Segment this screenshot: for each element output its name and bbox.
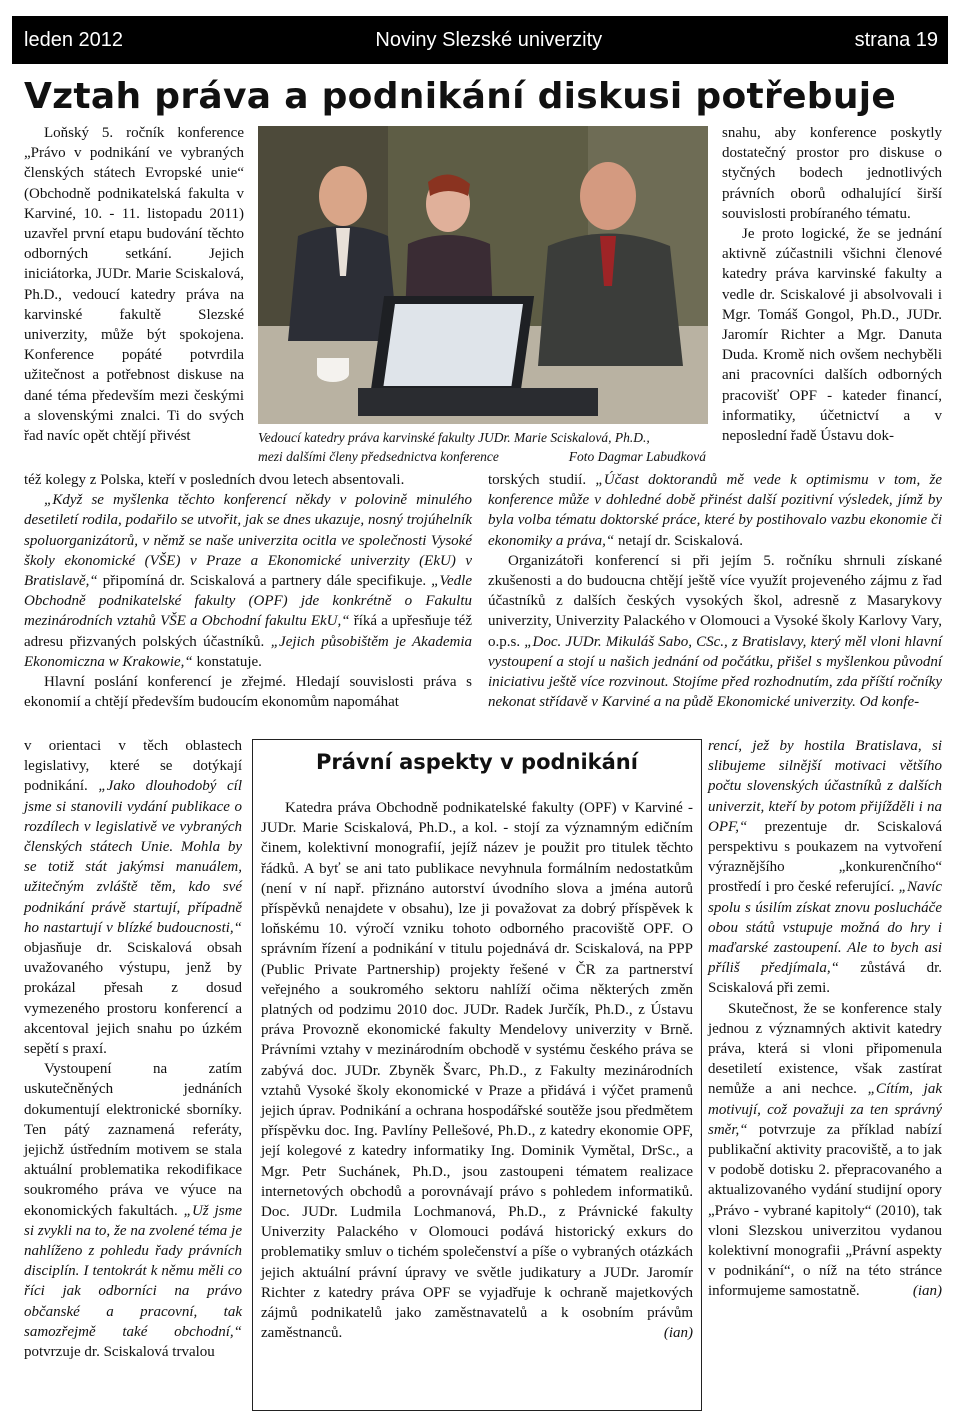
- text: torských studií.: [488, 472, 596, 488]
- column-right-bottom: [708, 736, 942, 1302]
- text: říká a upřesňuje též adresu přizvaných polských účastníků.: [24, 613, 472, 650]
- text: potvrzuje dr. Sciskalová trvalou: [24, 1344, 215, 1361]
- caption-line-2: mezi dalšími členy předsednictva konference: [258, 449, 499, 464]
- column-right-top: [722, 123, 942, 446]
- text: Skutečnost, že se konference staly jednou z významných aktivit katedry práva, která si vloni připomenula desetiletí existence, však zastírat nemůže a ani nechce.: [708, 1000, 942, 1098]
- right-bottom-paragraph-1: [708, 736, 942, 999]
- quote: „Když se myšlenka těchto konferencí někdy v polovině minulého desetiletí rodila, podařilo se utvořit, jak se dnes ukazuje, nosný trojúhelník spoluorganizátorů, v němž se naše univerzita ocitla ve společnosti Vysoké školy ekonomické (VŠE) v Praze a Ekonomické univerzity (EkU) v Bratislavě,“: [24, 492, 472, 590]
- column-left-bottom: [24, 736, 242, 1362]
- mid-paragraph-3: Hlavní poslání konferencí je zřejmé. Hledají souvislosti práva s ekonomií a chtějí především budoucím ekonomům napomáhat: [24, 674, 472, 711]
- article-headline: Vztah práva a podnikání diskusi potřebuje: [24, 76, 897, 117]
- quote: „Navíc spolu s úsilím získat znovu poslucháče obou států vstupuje možná do hry i maďarské zastoupení. Ale to bych asi příliš předjímala,“: [708, 879, 942, 977]
- box-signature: (ian): [663, 1325, 693, 1342]
- column-middle-left: [24, 470, 472, 712]
- text: Vystoupení na zatím uskutečněných jednáních dokumentují elektronické sborníky. Ten pátý zaznamená referáty, jejichž ústředním motivem se stala aktuální problematika rekodifikace soukromého práva ve výuce na ekonomických fakultách.: [24, 1061, 242, 1219]
- box-title: Právní aspekty v podnikání: [316, 750, 638, 774]
- quote: „Jako dlouhodobý cíl jsme si stanovili vydání publikace o rozdílech v legislativě ve vybraných členských státech Unie. Mohla by se totiž stát jakýmsi manuálem, užitečným zvláště těm, kdo své podnikání právě startují, případně ho nastartují v blízké budoucnosti,“: [24, 778, 242, 936]
- column-middle-right: [488, 470, 942, 712]
- quote: „Cítím, jak motivují, což považuji za ten správný směr,“: [708, 1081, 942, 1138]
- conference-photo: [258, 126, 708, 424]
- text: zůstává dr. Sciskalová při zemi.: [708, 960, 942, 997]
- caption-line-1: Vedoucí katedry práva karvinské fakulty JUDr. Marie Sciskalová, Ph.D.,: [258, 430, 650, 445]
- newspaper-title: Noviny Slezské univerzity: [375, 28, 603, 51]
- photo-credit: Foto Dagmar Labudková: [568, 449, 706, 464]
- mid-paragraph-2: [24, 490, 472, 672]
- text: v orientaci v těch oblastech legislativy, které se dotýkají podnikání.: [24, 738, 242, 795]
- box-paragraph: [261, 798, 693, 1343]
- box-text: [261, 798, 693, 1343]
- quote: „Jejich působištěm je Akademia Ekonomiczna w Krakowie,“: [24, 633, 472, 670]
- right-top-paragraph-1: snahu, aby konference poskytly dostatečný prostor pro diskuse o styčných bodech jednotlivých právních oborů odhalující širší souvislosti probíraného tématu.: [722, 125, 942, 222]
- text: potvrzuje za příklad nabízí publikační aktivity pracoviště, a to jak v podobě dotisku 2. přepracovaného a aktualizovaného vydání studijní opory „Právo - vybrané kapitoly“ (2010), tak vloni Slezskou univerzitou vydanou kolektivní monografii „Právní aspekty v podnikání“, o níž na této stránce informujeme samostatně.: [708, 1121, 942, 1300]
- text: objasňuje dr. Sciskalová obsah uvažovaného výstupu, jenž by prokázal přesah z dosud vymezeného prostoru konferencí a akcentoval jejich snahu po úzkém sepětí s praxí.: [24, 940, 242, 1058]
- text: Organizátoři konferencí si při jejím 5. ročníku shrnuli získané zkušenosti a do budoucna chtějí ještě více využít projeveného zájmu z řad účastníků z dalších českých vysokých škol, adresně z Masarykovy univerzity, Univerzity Palackého v Olomouci a Vysoké školy Karlovy Vary, o.p.s.: [488, 552, 942, 650]
- quote: „Účast doktorandů mě vede k optimismu v tom, že konference může v dohledné době přinést další pozitivní výsledek, jímž by byla volba tématu doktorské práce, které by postihovalo vazbu ekonomie či ekonomiky a práva,“: [488, 472, 943, 549]
- page-header-bar: [12, 16, 948, 64]
- left-bottom-paragraph-1: [24, 736, 242, 1059]
- text: připomíná dr. Sciskalová a partnery dále specifikuje.: [97, 573, 432, 590]
- right-bottom-paragraph-2: [708, 999, 942, 1302]
- right-top-paragraph-2: Je proto logické, že se jednání aktivně zúčastnili všichni členové katedry práva karvinské fakulty a vedle dr. Sciskalové ji absolvovali i Mgr. Tomáš Gongol, Ph.D., JUDr. Jaromír Richter a Mgr. Danuta Duda. Kromě nich ovšem nechyběli ani pracovníci dalších odborných pracovišť OPF - kateder financí, informatiky, účetnictví a v neposlední řadě Ústavu dok-: [722, 226, 942, 445]
- lead-paragraph: Loňský 5. ročník konference „Právo v podnikání ve vybraných členských státech Evropské unie“ (Obchodně podnikatelská fakulta v Karviné, 10. - 11. listopadu 2011) uzavřel první etapu budování těchto odborných setkání. Jejich iniciátorka, JUDr. Marie Sciskalová, Ph.D., vedoucí katedry práva na karvinské fakultě Slezské univerzity, může být spokojena. Konference popáté potvrdila užitečnost a potřebnost diskuse na dané téma především mezi českými a slovenskými znalci. Ti do svých řad navíc opět chtějí přivést: [24, 125, 244, 445]
- mid-paragraph-1: též kolegy z Polska, kteří v posledních dvou letech absentovali.: [24, 472, 405, 488]
- quote: rencí, jež by hostila Bratislava, si slibujeme silnější motivaci většího počtu slovenských účastníků z dalších univerzit, kteří by potom přijížděli i na OPF,“: [708, 738, 942, 835]
- text: konstatuje.: [192, 653, 262, 670]
- issue-date: leden 2012: [24, 28, 123, 51]
- rightmid-paragraph-1: [488, 470, 942, 551]
- left-bottom-paragraph-2: [24, 1059, 242, 1362]
- page-number: strana 19: [854, 28, 938, 51]
- quote: „Vedle Obchodně podnikatelské fakulty (OPF) jde konkrétně o Fakultu mezinárodních vztahů VŠE a Obchodní fakultu EkU,“: [24, 573, 472, 630]
- sidebar-box-book-review: [252, 739, 702, 1411]
- text: Katedra práva Obchodně podnikatelské fakulty (OPF) v Karviné - JUDr. Marie Sciskalová, Ph.D., a kol. - stojí za významným edičním činem, kolektivní monografií, jejíž název je použit pro titulek těchto řádků. A byť se ani tato publikace nevyhnula formálním nedostatkům (není v ní např. přiznáno autorství úvodního slova a jména autorů příspěvků nenajdete v obsahu), lze ji považovat za dobrý příspěvek k loňskému 10. výročí vzniku tohoto odborného pracoviště OPF. O správním řízení a podnikání v titulu pojednává dr. Sciskalová, na PPP (Public Private Partnership) projekty řešené v ČR za partnerství veřejného a soukromého sektoru nahlíží očima některých změn platných od podzimu 2010 doc. JUDr. Radek Jurčík, Ph.D., z Ústavu práva Provozně ekonomické fakulty Mendelovy univerzity v Brně. Právními vztahy v mezinárodním obchodě v systému českého práva se zabývá doc. JUDr. Zbyněk Švarc, Ph.D., z Fakulty mezinárodních vztahů Vysoké školy ekonomické v Praze a přidává i výčet pramenů jejich úprav. Podnikání a ochrana hospodářské soutěže jsou předmětem příspěvku doc. Ing. Pavlíny Pellešové, Ph.D., z katedry ekonomie OPF, její kolegové z katedry informatiky Ing. Dominik Vymětal, DrSc., a Mgr. Petr Suchánek, Ph.D., jsou zastoupeni tématem realizace internetových obchodů a porovnávají právo s pohledem informatiků. Doc. JUDr. Ludmila Lochmanová, Ph.D., z Právnické fakulty Univerzity Palackého v Olomouci podává historický exkurs do problematiky smluv o tichém společenství a píše o vybraných otázkách jejich aktuální právní úpravy ve světle judikatury a JUDr. Jaromír Richter z katedry práva OPF se vyjadřuje k ochraně majetkových zájmů podnikatelů jako zaměstnavatelů a k osobním právům zaměstnanců.: [261, 800, 693, 1342]
- photo-caption: [258, 428, 718, 466]
- column-left-top: [24, 123, 244, 446]
- text: prezentuje dr. Sciskalová perspektivu s poukazem na vytvoření výraznějšího „konkurenčního“ prostředí i pro české referující.: [708, 818, 942, 896]
- quote: „Už jsme si zvykli na to, že na zvolené téma je nahlíženo z pohledu řady právních disciplín. I tentokrát k němu měli co říci jak odborníci na právo občanské a pracovní, tak samozřejmě také obchodní,“: [24, 1202, 242, 1340]
- article-signature: (ian): [912, 1283, 942, 1300]
- rightmid-paragraph-2: [488, 551, 942, 713]
- quote: „Doc. JUDr. Mikuláš Sabo, CSc., z Bratislavy, který měl vloni hlavní vystoupení a stojí u našich jednání od počátku, přišel s myšlenkou původní iniciativu ještě více rozvinout. Stojíme před rozhodnutím, zda příští ročníky nekonat střídavě v Karviné a na půdě Ekonomické univerzity. Od konfe-: [488, 633, 943, 711]
- text: netají dr. Sciskalová.: [614, 532, 743, 549]
